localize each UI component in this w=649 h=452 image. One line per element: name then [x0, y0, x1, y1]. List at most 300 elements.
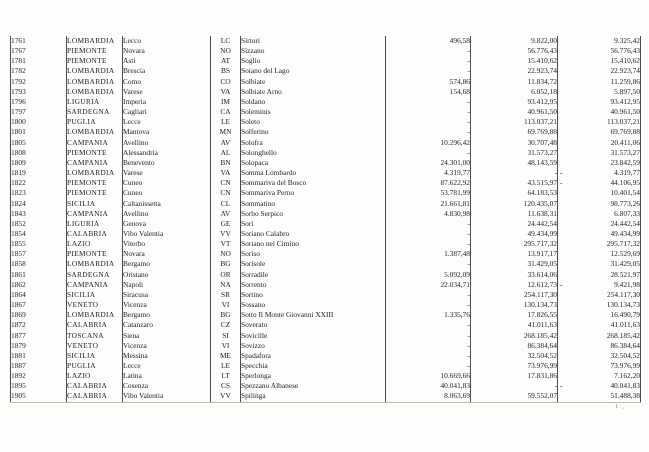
cell-province-code: OR	[211, 270, 241, 280]
table-row	[11, 219, 641, 229]
cell-index: 1805	[11, 138, 67, 148]
cell-municipality: Solbiate Arno	[241, 87, 386, 97]
cell-province-code: AT	[211, 56, 241, 66]
cell-municipality: Solofra	[241, 138, 386, 148]
cell-index: 1823	[11, 188, 67, 198]
cell-municipality: Somma Lombardo	[241, 168, 386, 178]
cell-value-3: 51.488,38	[558, 391, 641, 402]
municipalities-table	[10, 36, 641, 403]
cell-value-1: -	[386, 259, 471, 269]
cell-value-1: 4.319,77	[386, 168, 471, 178]
cell-value-3	[558, 168, 641, 178]
cell-value-1: 8.063,69	[386, 391, 471, 402]
cell-province: Bergamo	[123, 310, 211, 320]
table-row	[11, 229, 641, 239]
cell-municipality: Soverato	[241, 320, 386, 330]
cell-value-2: 69.769,88	[471, 127, 558, 137]
cell-municipality: Sorisole	[241, 259, 386, 269]
cell-value-2: -	[471, 168, 558, 178]
cell-value-3: 32.504,52	[558, 351, 641, 361]
cell-province: Lecce	[123, 117, 211, 127]
cell-value-3: 15.410,62	[558, 56, 641, 66]
cell-province-code: NO	[211, 249, 241, 259]
cell-value-1: 1.387,48	[386, 249, 471, 259]
cell-province: Vibo Valentia	[123, 391, 211, 402]
cell-value-2: 15.410,62	[471, 56, 558, 66]
cell-municipality: Soriso	[241, 249, 386, 259]
table-row	[11, 300, 641, 310]
negative-sign: -	[560, 381, 563, 391]
cell-value-2: 32.504,52	[471, 351, 558, 361]
cell-region: CAMPANIA	[67, 138, 123, 148]
cell-region: LOMBARDIA	[67, 87, 123, 97]
cell-index: 1864	[11, 290, 67, 300]
cell-region: CAMPANIA	[67, 280, 123, 290]
cell-index: 1858	[11, 259, 67, 269]
cell-value-1: 5.092,09	[386, 270, 471, 280]
cell-value-1: -	[386, 239, 471, 249]
cell-value-1: 496,58	[386, 36, 471, 46]
cell-value-1: 4.830,98	[386, 209, 471, 219]
cell-region: VENETO	[67, 300, 123, 310]
cell-value-2: 43.515,97	[471, 178, 558, 188]
table-row	[11, 259, 641, 269]
cell-province: Caltanissetta	[123, 199, 211, 209]
cell-province: Cuneo	[123, 178, 211, 188]
cell-province-code: VV	[211, 229, 241, 239]
cell-value-3: 130.134,73	[558, 300, 641, 310]
cell-index: 1867	[11, 300, 67, 310]
cell-index: 1819	[11, 168, 67, 178]
cell-index: 1857	[11, 249, 67, 259]
cell-municipality: Sotto Il Monte Giovanni XXIII	[241, 310, 386, 320]
cell-province: Cagliari	[123, 107, 211, 117]
cell-value-3: 41.011,63	[558, 320, 641, 330]
cell-value-3: 23.842,59	[558, 158, 641, 168]
cell-region: SICILIA	[67, 290, 123, 300]
cell-value-2: 24.442,54	[471, 219, 558, 229]
cell-index: 1808	[11, 148, 67, 158]
table-row	[11, 168, 641, 178]
cell-region: LOMBARDIA	[67, 77, 123, 87]
stray-mark: 1·,	[615, 403, 626, 410]
cell-value-2: 56.776,43	[471, 46, 558, 56]
cell-municipality: Soldano	[241, 97, 386, 107]
table-row	[11, 391, 641, 402]
cell-region: LOMBARDIA	[67, 259, 123, 269]
cell-value-3: 73.976,99	[558, 361, 641, 371]
cell-value-3: 5.897,50	[558, 87, 641, 97]
cell-province: Novara	[123, 46, 211, 56]
cell-value-1: -	[386, 46, 471, 56]
table-row	[11, 310, 641, 320]
cell-municipality: Sirtori	[241, 36, 386, 46]
cell-value-1: -	[386, 341, 471, 351]
cell-value-1: -	[386, 331, 471, 341]
cell-region: CALABRIA	[67, 320, 123, 330]
cell-municipality: Soleminis	[241, 107, 386, 117]
cell-value-2: 73.976,99	[471, 361, 558, 371]
cell-municipality: Sorrento	[241, 280, 386, 290]
cell-municipality: Sossano	[241, 300, 386, 310]
cell-value-3: 93.412,95	[558, 97, 641, 107]
table-row	[11, 87, 641, 97]
cell-province: Benevento	[123, 158, 211, 168]
cell-index: 1862	[11, 280, 67, 290]
cell-region: CAMPANIA	[67, 158, 123, 168]
cell-province: Viterbo	[123, 239, 211, 249]
cell-value-2: 33.614,06	[471, 270, 558, 280]
cell-province: Bergamo	[123, 259, 211, 269]
cell-value-1: -	[386, 56, 471, 66]
table-row	[11, 341, 641, 351]
cell-region: SICILIA	[67, 199, 123, 209]
cell-value-3: 86.384,64	[558, 341, 641, 351]
cell-value-1: -	[386, 300, 471, 310]
cell-province-code: BG	[211, 310, 241, 320]
cell-province-code: CN	[211, 178, 241, 188]
cell-region: SICILIA	[67, 351, 123, 361]
cell-value-2: 11.638,31	[471, 209, 558, 219]
cell-index: 1792	[11, 77, 67, 87]
cell-municipality: Sommatino	[241, 199, 386, 209]
cell-municipality: Spezzano Albanese	[241, 381, 386, 391]
cell-province: Alessandria	[123, 148, 211, 158]
cell-province: Vicenza	[123, 300, 211, 310]
cell-index: 1761	[11, 36, 67, 46]
cell-index: 1800	[11, 117, 67, 127]
cell-region: LOMBARDIA	[67, 36, 123, 46]
cell-value-3: 254.117,30	[558, 290, 641, 300]
cell-municipality: Soiano del Lago	[241, 66, 386, 76]
cell-value-1: 53.781,99	[386, 188, 471, 198]
table-row	[11, 188, 641, 198]
cell-province: Oristano	[123, 270, 211, 280]
cell-value-3: 40.961,50	[558, 107, 641, 117]
cell-province: Genova	[123, 219, 211, 229]
cell-province-code: BG	[211, 259, 241, 269]
cell-index: 1782	[11, 66, 67, 76]
cell-province-code: ME	[211, 351, 241, 361]
cell-region: LAZIO	[67, 371, 123, 381]
cell-province: Como	[123, 77, 211, 87]
cell-value-2: 11.834,72	[471, 77, 558, 87]
cell-value-1: -	[386, 127, 471, 137]
cell-region: LOMBARDIA	[67, 310, 123, 320]
cell-province-code: BN	[211, 158, 241, 168]
cell-province-code: BS	[211, 66, 241, 76]
cell-value-3: 6.807,33	[558, 209, 641, 219]
cell-value-3: 28.521,97	[558, 270, 641, 280]
cell-region: CAMPANIA	[67, 209, 123, 219]
table-row	[11, 331, 641, 341]
cell-value-1: 10.669,66	[386, 371, 471, 381]
cell-value-3: 11.259,86	[558, 77, 641, 87]
cell-municipality: Sizzano	[241, 46, 386, 56]
cell-value-2: 9.822,00	[471, 36, 558, 46]
cell-value-1: 24.301,00	[386, 158, 471, 168]
cell-province: Catanzaro	[123, 320, 211, 330]
cell-municipality: Soriano nel Cimino	[241, 239, 386, 249]
cell-value-1: -	[386, 219, 471, 229]
cell-province: Imperia	[123, 97, 211, 107]
cell-province-code: LE	[211, 117, 241, 127]
table-row	[11, 138, 641, 148]
cell-municipality: Solonghello	[241, 148, 386, 158]
cell-region: TOSCANA	[67, 331, 123, 341]
cell-value-2: 120.435,07	[471, 199, 558, 209]
cell-index: 1809	[11, 158, 67, 168]
negative-sign: -	[560, 279, 563, 289]
cell-index: 1877	[11, 331, 67, 341]
cell-value-3: 20.411,06	[558, 138, 641, 148]
cell-province-code: IM	[211, 97, 241, 107]
cell-province-code: LC	[211, 36, 241, 46]
table-row	[11, 280, 641, 290]
cell-province: Vibo Valentia	[123, 229, 211, 239]
cell-region: PIEMONTE	[67, 249, 123, 259]
cell-region: CALABRIA	[67, 381, 123, 391]
cell-value-2: 64.183,53	[471, 188, 558, 198]
cell-province-code: CS	[211, 381, 241, 391]
cell-value-2: 31.573,27	[471, 148, 558, 158]
cell-region: PIEMONTE	[67, 148, 123, 158]
cell-province-code: CO	[211, 77, 241, 87]
cell-region: SARDEGNA	[67, 107, 123, 117]
cell-index: 1881	[11, 351, 67, 361]
table-row	[11, 361, 641, 371]
cell-value-3: 98.773,26	[558, 199, 641, 209]
table-row	[11, 381, 641, 391]
cell-province: Siracusa	[123, 290, 211, 300]
cell-municipality: Soriano Calabro	[241, 229, 386, 239]
cell-value-3: 10.401,54	[558, 188, 641, 198]
cell-province: Cuneo	[123, 188, 211, 198]
cell-value-2: 40.961,50	[471, 107, 558, 117]
cell-index: 1905	[11, 391, 67, 402]
cell-value-2: 31.429,05	[471, 259, 558, 269]
cell-province-code: NO	[211, 46, 241, 56]
cell-value-1: 574,86	[386, 77, 471, 87]
cell-value-3: 56.776,43	[558, 46, 641, 56]
cell-region: PIEMONTE	[67, 178, 123, 188]
cell-province: Brescia	[123, 66, 211, 76]
table-row	[11, 148, 641, 158]
table-row	[11, 117, 641, 127]
cell-value-2: 17.826,55	[471, 310, 558, 320]
cell-value-2: 130.134,73	[471, 300, 558, 310]
cell-region: PIEMONTE	[67, 188, 123, 198]
cell-province: Mantova	[123, 127, 211, 137]
cell-region: LOMBARDIA	[67, 127, 123, 137]
cell-municipality: Specchia	[241, 361, 386, 371]
cell-province: Varese	[123, 87, 211, 97]
cell-value-3: 22.923,74	[558, 66, 641, 76]
cell-municipality: Sommariva Perno	[241, 188, 386, 198]
cell-index: 1781	[11, 56, 67, 66]
cell-value-2: 17.831,86	[471, 371, 558, 381]
table-row	[11, 178, 641, 188]
cell-value-2: 254.117,30	[471, 290, 558, 300]
table-row	[11, 46, 641, 56]
cell-index: 1843	[11, 209, 67, 219]
table-row	[11, 371, 641, 381]
cell-value-1: 22.034,71	[386, 280, 471, 290]
cell-province: Novara	[123, 249, 211, 259]
table-row	[11, 290, 641, 300]
cell-index: 1879	[11, 341, 67, 351]
table-row	[11, 158, 641, 168]
table-row	[11, 36, 641, 46]
table-row	[11, 66, 641, 76]
cell-value-2: 13.917,17	[471, 249, 558, 259]
cell-region: PUGLIA	[67, 117, 123, 127]
cell-value-1: 87.622,92	[386, 178, 471, 188]
cell-municipality: Soglio	[241, 56, 386, 66]
cell-value-3: 24.442,54	[558, 219, 641, 229]
cell-value-2: 6.052,18	[471, 87, 558, 97]
cell-value-1: 21.661,81	[386, 199, 471, 209]
negative-sign: -	[560, 168, 563, 178]
cell-index: 1767	[11, 46, 67, 56]
cell-value-2: 48.143,59	[471, 158, 558, 168]
table-row	[11, 107, 641, 117]
cell-province-code: AV	[211, 138, 241, 148]
cell-province-code: CL	[211, 199, 241, 209]
cell-region: LIGURIA	[67, 219, 123, 229]
table-row	[11, 270, 641, 280]
cell-value-2: 12.612,73	[471, 280, 558, 290]
cell-value-1: -	[386, 117, 471, 127]
cell-value-1: -	[386, 229, 471, 239]
cell-province: Cosenza	[123, 381, 211, 391]
cell-value-2: -	[471, 381, 558, 391]
cell-value-3: 268.185,42	[558, 331, 641, 341]
cell-value-2: 22.923,74	[471, 66, 558, 76]
cell-region: VENETO	[67, 341, 123, 351]
cell-province: Latina	[123, 371, 211, 381]
cell-municipality: Sperlonga	[241, 371, 386, 381]
cell-province: Messina	[123, 351, 211, 361]
table-row	[11, 320, 641, 330]
cell-province-code: AV	[211, 209, 241, 219]
cell-value-3: 31.429,05	[558, 259, 641, 269]
cell-province-code: AL	[211, 148, 241, 158]
table-row	[11, 199, 641, 209]
cell-value-3: 69.769,88	[558, 127, 641, 137]
cell-province-code: NA	[211, 280, 241, 290]
cell-province-code: VA	[211, 87, 241, 97]
cell-value-1: 154,68	[386, 87, 471, 97]
cell-value-1: 10.296,42	[386, 138, 471, 148]
cell-value-2: 30.707,48	[471, 138, 558, 148]
cell-province: Lecco	[123, 36, 211, 46]
cell-value-3: 113.037,21	[558, 117, 641, 127]
cell-municipality: Solbiate	[241, 77, 386, 87]
cell-value-3	[558, 280, 641, 290]
cell-region: PUGLIA	[67, 361, 123, 371]
cell-region: LIGURIA	[67, 97, 123, 107]
table-row	[11, 77, 641, 87]
cell-province: Varese	[123, 168, 211, 178]
cell-value-1: -	[386, 361, 471, 371]
cell-province: Siena	[123, 331, 211, 341]
cell-province-code: CZ	[211, 320, 241, 330]
cell-municipality: Sovizzo	[241, 341, 386, 351]
cell-province-code: LE	[211, 361, 241, 371]
cell-municipality: Sorbo Serpico	[241, 209, 386, 219]
cell-value-3-amount: 40.041,83	[610, 381, 640, 391]
cell-index: 1797	[11, 107, 67, 117]
cell-municipality: Spadafora	[241, 351, 386, 361]
cell-index: 1822	[11, 178, 67, 188]
cell-index: 1861	[11, 270, 67, 280]
cell-province: Avellino	[123, 209, 211, 219]
cell-value-1: 40.041,83	[386, 381, 471, 391]
cell-municipality: Spilinga	[241, 391, 386, 402]
cell-value-3: 12.529,69	[558, 249, 641, 259]
cell-value-1: -	[386, 97, 471, 107]
cell-municipality: Sommariva del Bosco	[241, 178, 386, 188]
cell-value-3-amount: 44.106,95	[610, 178, 640, 188]
cell-value-1: -	[386, 290, 471, 300]
cell-province-code: GE	[211, 219, 241, 229]
cell-region: CALABRIA	[67, 391, 123, 402]
cell-region: CALABRIA	[67, 229, 123, 239]
cell-index: 1869	[11, 310, 67, 320]
cell-index: 1793	[11, 87, 67, 97]
cell-province: Avellino	[123, 138, 211, 148]
cell-province-code: VT	[211, 239, 241, 249]
cell-municipality: Sori	[241, 219, 386, 229]
cell-value-2: 268.185,42	[471, 331, 558, 341]
cell-value-1: -	[386, 351, 471, 361]
cell-region: SARDEGNA	[67, 270, 123, 280]
cell-value-1: 1.335,76	[386, 310, 471, 320]
cell-value-3: 49.434,99	[558, 229, 641, 239]
cell-value-2: 295.717,32	[471, 239, 558, 249]
cell-province-code: SR	[211, 290, 241, 300]
cell-province: Asti	[123, 56, 211, 66]
cell-index: 1895	[11, 381, 67, 391]
cell-province-code: VA	[211, 168, 241, 178]
cell-province: Vicenza	[123, 341, 211, 351]
cell-value-3: 9.325,42	[558, 36, 641, 46]
cell-index: 1887	[11, 361, 67, 371]
cell-index: 1852	[11, 219, 67, 229]
cell-province-code: LT	[211, 371, 241, 381]
cell-region: PIEMONTE	[67, 56, 123, 66]
cell-region: PIEMONTE	[67, 46, 123, 56]
cell-province-code: MN	[211, 127, 241, 137]
cell-province-code: SI	[211, 331, 241, 341]
cell-value-2: 86.384,64	[471, 341, 558, 351]
cell-value-2: 41.011,63	[471, 320, 558, 330]
cell-region: LAZIO	[67, 239, 123, 249]
cell-value-1: -	[386, 148, 471, 158]
cell-index: 1796	[11, 97, 67, 107]
negative-sign: -	[560, 178, 563, 188]
cell-index: 1801	[11, 127, 67, 137]
cell-value-3	[558, 178, 641, 188]
cell-province: Lecce	[123, 361, 211, 371]
table-row	[11, 239, 641, 249]
cell-value-1: -	[386, 107, 471, 117]
cell-province: Napoli	[123, 280, 211, 290]
cell-municipality: Sortino	[241, 290, 386, 300]
cell-index: 1872	[11, 320, 67, 330]
cell-value-3	[558, 381, 641, 391]
